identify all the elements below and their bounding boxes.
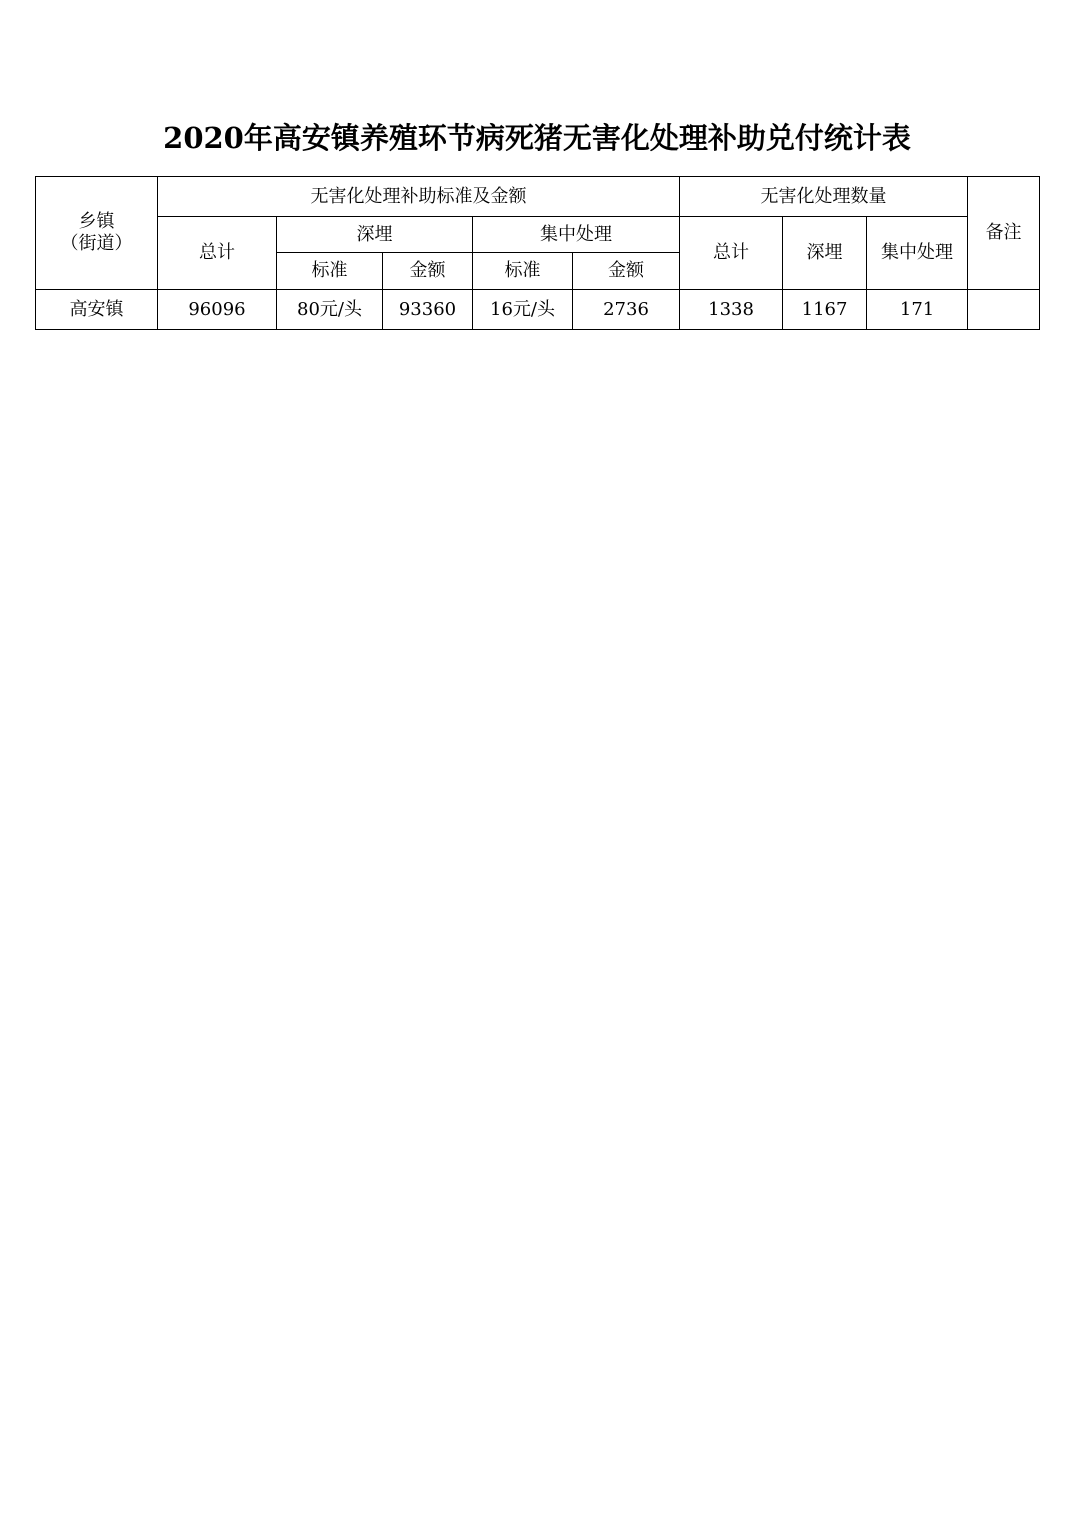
cell-remarks (968, 290, 1040, 330)
qty-total-header: 总计 (680, 217, 783, 290)
qty-central-header: 集中处理 (867, 217, 968, 290)
deep-standard-header: 标准 (277, 253, 383, 290)
cell-subsidy-total: 96096 (158, 290, 277, 330)
central-amount-header: 金额 (573, 253, 680, 290)
town-header (36, 177, 158, 290)
deep-burial-header: 深埋 (277, 217, 473, 253)
cell-qty-deep: 1167 (783, 290, 867, 330)
cell-deep-standard: 80元/头 (277, 290, 383, 330)
page-title: 2020年高安镇养殖环节病死猪无害化处理补助兑付统计表 (163, 121, 911, 155)
qty-deep-header: 深埋 (783, 217, 867, 290)
town-header-line1: 乡镇 (78, 211, 115, 232)
cell-deep-amount: 93360 (383, 290, 473, 330)
deep-amount-header: 金额 (383, 253, 473, 290)
cell-central-amount: 2736 (573, 290, 680, 330)
subsidy-total-header: 总计 (158, 217, 277, 290)
subsidy-statistics-table (35, 176, 1040, 330)
cell-town: 高安镇 (36, 290, 158, 330)
cell-central-standard: 16元/头 (473, 290, 573, 330)
central-standard-header: 标准 (473, 253, 573, 290)
town-header-line2: （街道） (60, 233, 133, 254)
cell-qty-total: 1338 (680, 290, 783, 330)
remarks-header: 备注 (968, 177, 1040, 290)
cell-qty-central: 171 (867, 290, 968, 330)
subsidy-group-header: 无害化处理补助标准及金额 (158, 177, 680, 217)
quantity-group-header: 无害化处理数量 (680, 177, 968, 217)
table-row (36, 290, 1040, 330)
centralized-header: 集中处理 (473, 217, 680, 253)
